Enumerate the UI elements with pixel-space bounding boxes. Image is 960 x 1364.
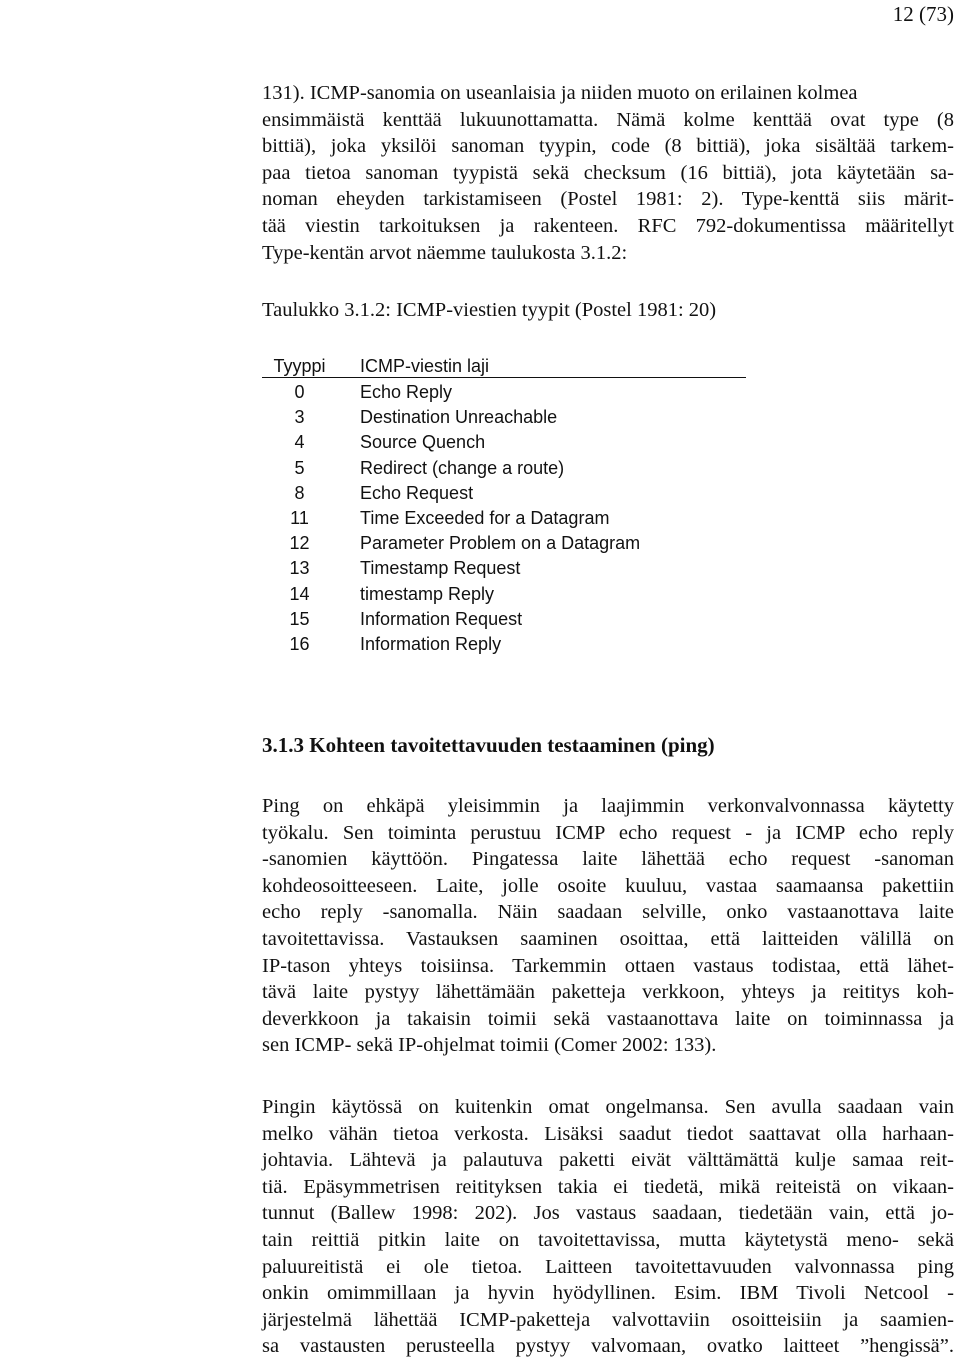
text-line: johtavia. Lähtevä ja palautuva paketti eivät välttämättä kulje samaa reit- bbox=[262, 1149, 954, 1172]
type-code: 13 bbox=[289, 558, 310, 579]
text-line: sen ICMP- sekä IP-ohjelmat toimii (Comer 2002: 133). bbox=[262, 1034, 717, 1057]
type-code: 11 bbox=[290, 507, 309, 528]
text-line: Pingin käytössä on kuitenkin omat ongelmansa. Sen avulla saadaan vain bbox=[262, 1096, 954, 1118]
text-line: tunnut (Ballew 1998: 202). Jos vastaus saadaan, tiedetään vain, että jo- bbox=[262, 1202, 954, 1225]
text-line: tain reittiä pitkin laite on tavoitettavissa, mutta käytetystä meno- sekä bbox=[262, 1228, 954, 1251]
text-line: Type-kentän arvot näemme taulukosta 3.1.2: bbox=[262, 241, 628, 264]
table-caption: Taulukko 3.1.2: ICMP-viestien tyypit (Postel 1981: 20) bbox=[262, 299, 717, 321]
text-line: työkalu. Sen toiminta perustuu ICMP echo request - ja ICMP echo reply bbox=[262, 821, 954, 844]
type-code: 5 bbox=[294, 457, 305, 478]
message-kind: Time Exceeded for a Datagram bbox=[360, 507, 610, 528]
text-line: 131). ICMP-sanomia on useanlaisia ja niiden muoto on erilainen kolmea bbox=[262, 82, 858, 104]
table-row bbox=[262, 556, 746, 581]
table-row bbox=[262, 607, 746, 632]
table-row bbox=[262, 380, 746, 405]
message-kind: Destination Unreachable bbox=[360, 407, 558, 428]
text-line: deverkkoon ja takaisin toimii sekä vastaanottava laite on toiminnassa ja bbox=[262, 1007, 954, 1030]
table-row bbox=[262, 582, 746, 607]
message-kind: Information Request bbox=[360, 608, 523, 629]
text-line: melko vähän tietoa verkosta. Lisäksi saadut tiedot saattavat olla harhaan- bbox=[262, 1122, 954, 1145]
message-kind: Echo Request bbox=[360, 482, 474, 503]
text-line: sa vastausten perusteella pystyy valvomaan, ovatko laitteet ”hengissä”. bbox=[262, 1335, 954, 1358]
intro-paragraph bbox=[262, 80, 954, 266]
text-line: paluureitistä ei ole tietoa. Laitteen tavoitettavuuden valvonnassa ping bbox=[262, 1255, 954, 1278]
message-kind: Source Quench bbox=[360, 432, 486, 453]
message-kind: Redirect (change a route) bbox=[360, 457, 565, 478]
page-number: 12 (73) bbox=[892, 2, 954, 26]
text-line: tävä laite pystyy lähettämään paketteja verkkoon, yhteys ja reititys koh- bbox=[262, 981, 954, 1004]
icmp-types-table bbox=[262, 354, 746, 657]
type-code: 16 bbox=[289, 633, 310, 654]
text-line: echo reply -sanomalla. Näin saadaan selville, onko vastaanottava laite bbox=[262, 901, 954, 924]
message-kind: timestamp Reply bbox=[360, 583, 495, 604]
table-row bbox=[262, 632, 746, 657]
text-line: bittiä), joka yksilöi sanoman tyypin, code (8 bittiä), joka sisältää tarkem- bbox=[262, 135, 954, 158]
table-row bbox=[262, 531, 746, 556]
table-row bbox=[262, 506, 746, 531]
message-kind: Timestamp Request bbox=[360, 558, 521, 579]
table-row bbox=[262, 456, 746, 481]
ping-problems-paragraph bbox=[262, 1094, 954, 1360]
text-line: tavoitettavissa. Vastauksen saaminen osoittaa, että laitteiden välillä on bbox=[262, 927, 954, 950]
text-line: paa tietoa sanoman tyypistä sekä checksum (16 bittiä), jota käytetään sa- bbox=[262, 161, 954, 184]
text-line: kohdeosoitteeseen. Laite, jolle osoite kuuluu, vastaa saamaansa pakettiin bbox=[262, 874, 954, 897]
text-line: tää viestin tarkoituksen ja rakenteen. RFC 792-dokumentissa määritellyt bbox=[262, 214, 954, 237]
table-row bbox=[262, 405, 746, 430]
section-heading: 3.1.3 Kohteen tavoitettavuuden testaaminen (ping) bbox=[262, 733, 715, 757]
table-row bbox=[262, 430, 746, 455]
type-code: 8 bbox=[294, 482, 305, 503]
header-message-kind: ICMP-viestin laji bbox=[360, 356, 490, 376]
type-code: 12 bbox=[289, 533, 310, 554]
message-kind: Information Reply bbox=[360, 633, 502, 654]
text-line: ensimmäistä kenttää lukuunottamatta. Nämä kolme kenttää ovat type (8 bbox=[262, 108, 954, 131]
text-line: noman eheyden tarkistamiseen (Postel 1981: 2). Type-kenttä siis märit- bbox=[262, 188, 954, 211]
text-line: tiä. Epäsymmetrisen reitityksen takia ei tiedetä, mikä reiteistä on vikaan- bbox=[262, 1175, 954, 1198]
text-line: IP-tason yhteys toisiinsa. Tarkemmin ottaen vastaus todistaa, että lähet- bbox=[262, 954, 954, 977]
text-line: järjestelmä lähettää ICMP-paketteja valvottaviin osoitteisiin ja saamien- bbox=[262, 1308, 954, 1331]
message-kind: Echo Reply bbox=[360, 382, 453, 402]
type-code: 15 bbox=[289, 608, 310, 629]
type-code: 14 bbox=[289, 583, 310, 604]
table-row bbox=[262, 481, 746, 506]
text-line: onkin omimmillaan ja hyvin hyödyllinen. Esim. IBM Tivoli Netcool - bbox=[262, 1282, 954, 1305]
text-line: Ping on ehkäpä yleisimmin ja laajimmin verkonvalvonnassa käytetty bbox=[262, 795, 954, 817]
text-line: -sanomien käyttöön. Pingatessa laite lähettää echo request -sanoman bbox=[262, 848, 954, 871]
type-code: 0 bbox=[294, 382, 305, 402]
ping-paragraph bbox=[262, 793, 954, 1059]
table-body bbox=[262, 380, 746, 657]
header-type: Tyyppi bbox=[273, 356, 326, 376]
table-header-row bbox=[262, 354, 746, 378]
message-kind: Parameter Problem on a Datagram bbox=[360, 533, 641, 554]
type-code: 3 bbox=[294, 407, 305, 428]
type-code: 4 bbox=[294, 432, 305, 453]
